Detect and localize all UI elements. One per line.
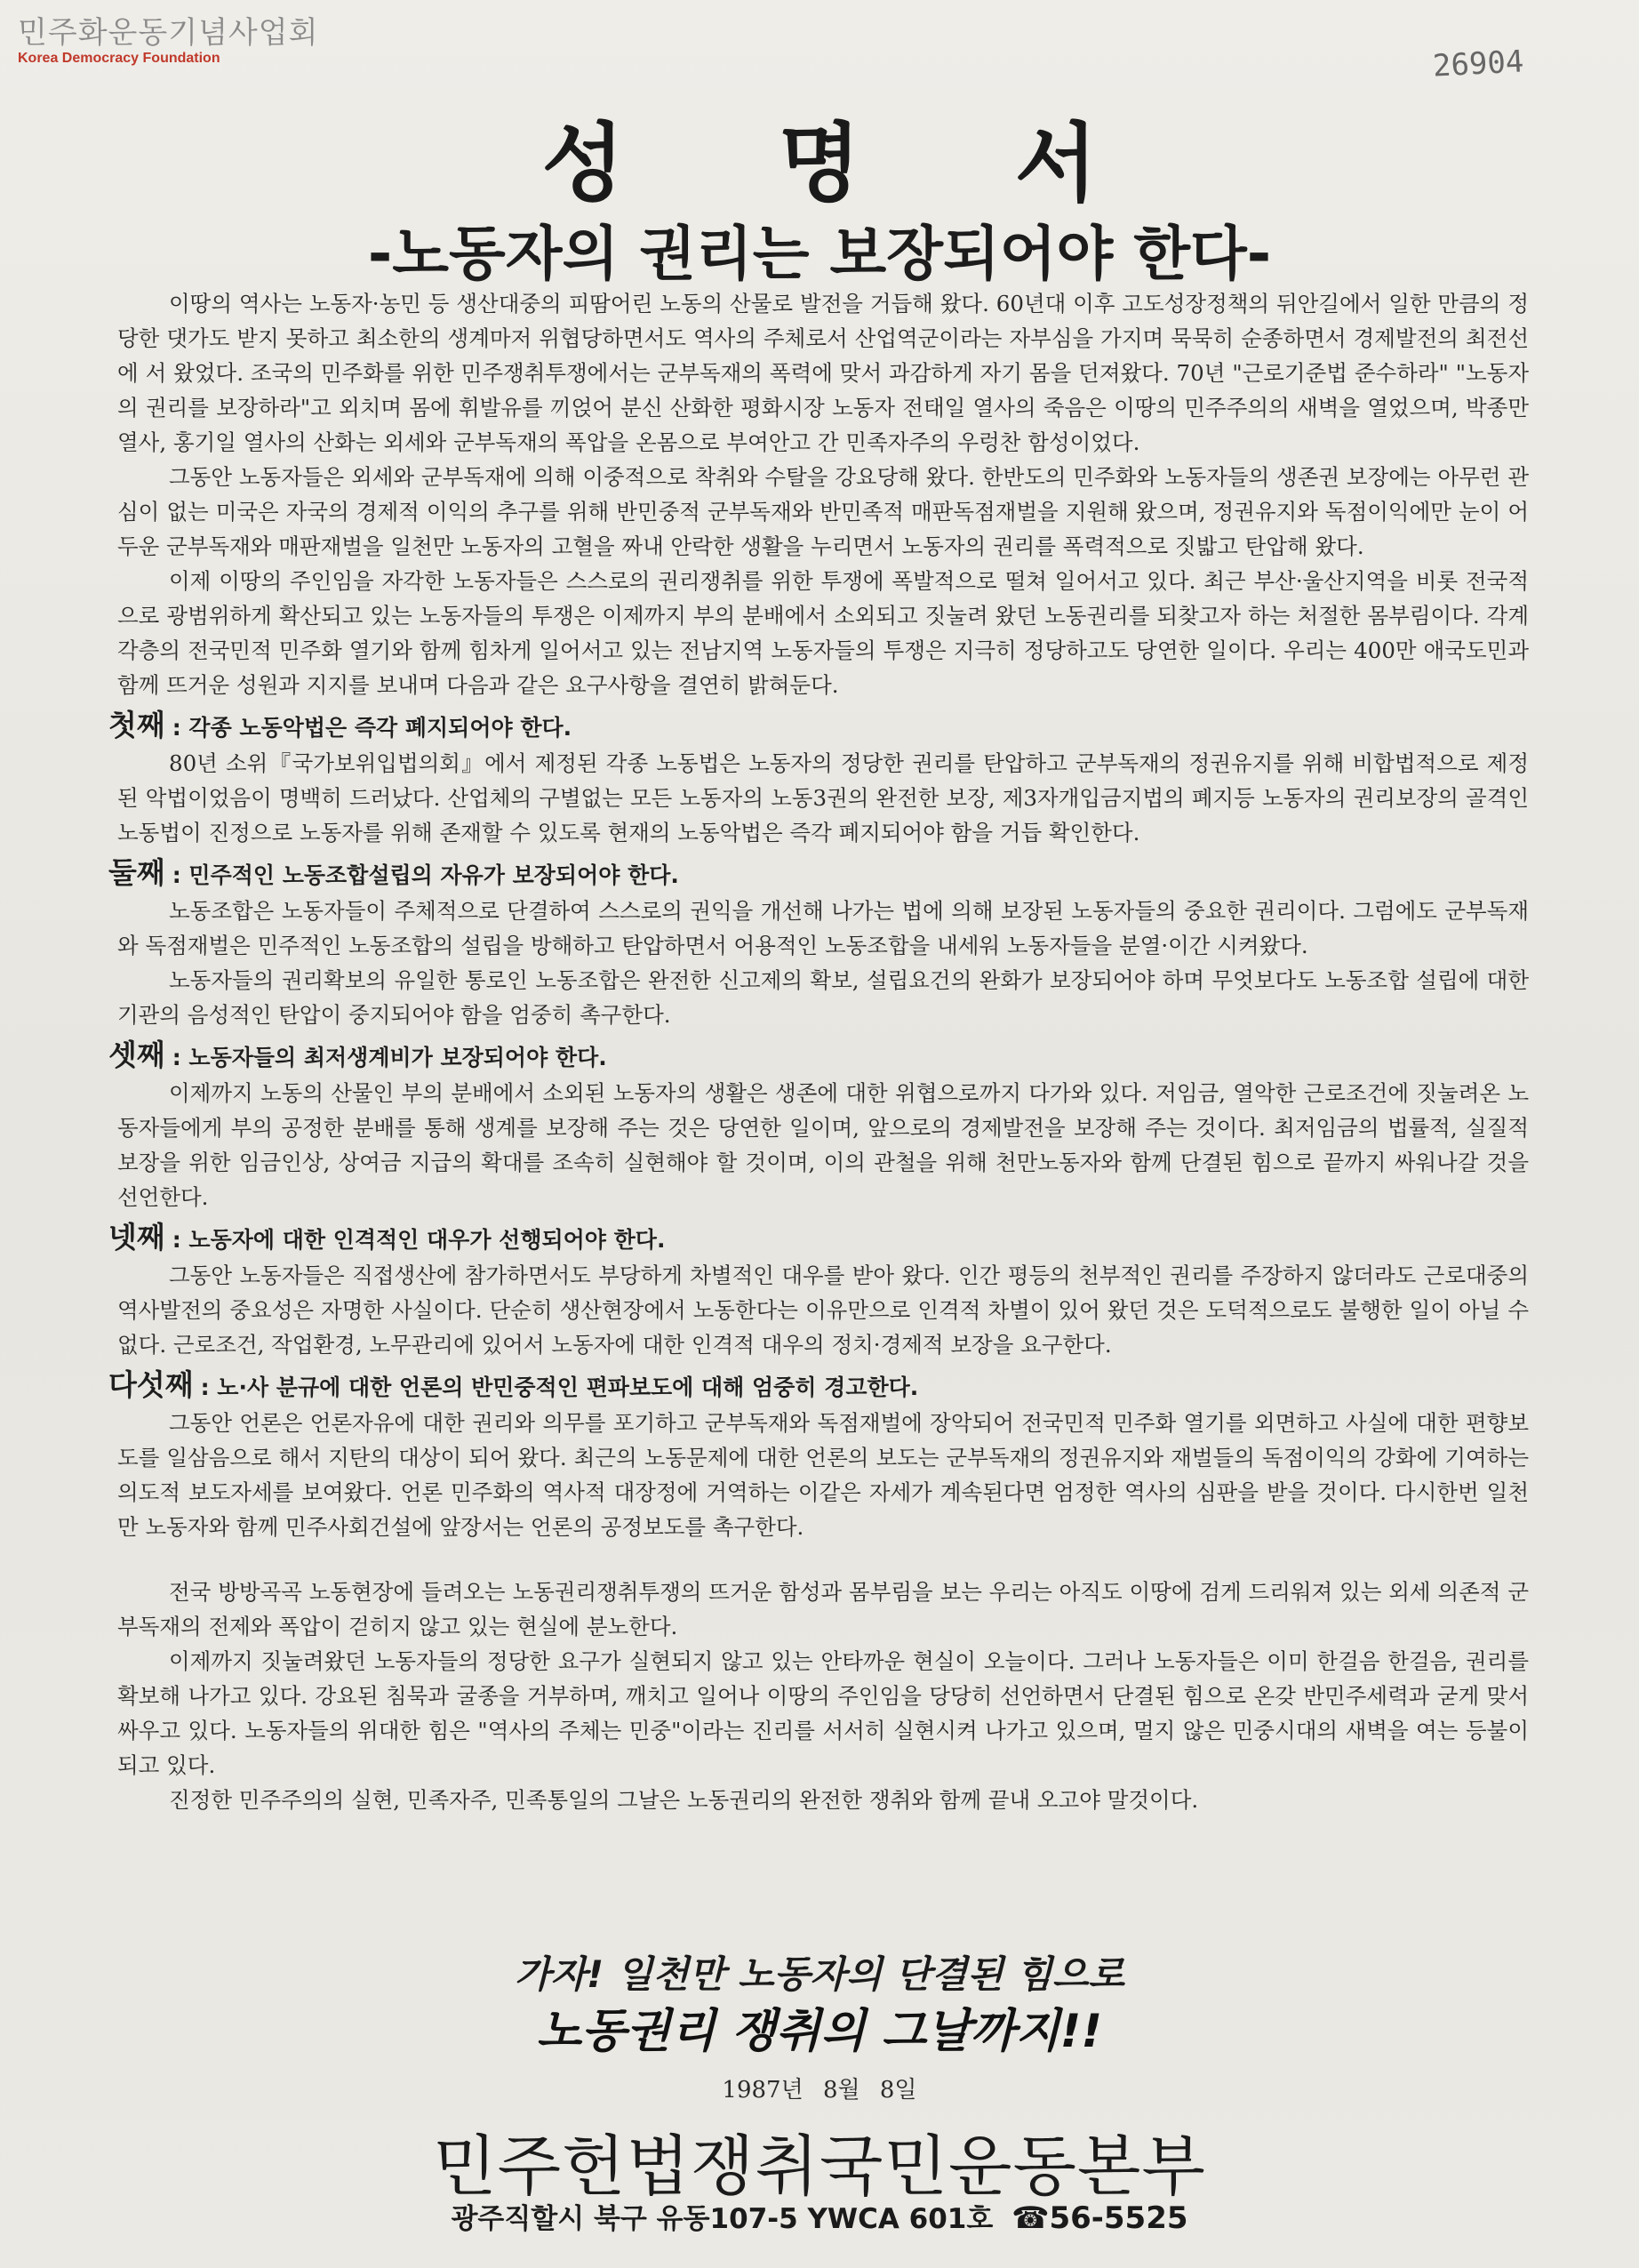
- watermark-korean: 민주화운동기념사업회: [18, 15, 319, 51]
- demand-text: 각종 노동악법은 즉각 폐지되어야 한다.: [188, 715, 572, 741]
- closing-paragraph: 진정한 민주주의의 실현, 민족자주, 민족통일의 그날은 노동권리의 완전한 쟁취와 함께 끝내 오고야 말것이다.: [169, 1787, 1199, 1813]
- closing-paragraph: 전국 방방곡곡 노동현장에 들려오는 노동권리쟁취투쟁의 뜨거운 함성과 몸부림을 보는 우리는 아직도 이땅에 검게 드리워져 있는 외세 의존적 군부독재의 전제와 폭압이 걷히지 않고 있는 현실에 분노한다.: [117, 1579, 1529, 1639]
- demand-paragraph: 이제까지 노동의 산물인 부의 분배에서 소외된 노동자의 생활은 생존에 대한 위협으로까지 다가와 있다. 저임금, 열악한 근로조건에 짓눌려온 노동자들에게 부의 공정한 분배를 통해 생계를 보장해 주는 것은 당연한 일이며, 앞으로의 경제발전을 보장해 주는 것이다. 최저임금의 법률적, 실질적 보장을 위한 임금인상, 상여금 지급의 확대를 조속히 실현해야 할 것이며, 이의 관철을 위해 천만노동자와 함께 단결된 힘으로 끝까지 싸워나갈 것을 선언한다.: [117, 1080, 1529, 1210]
- demand-heading: 둘째 : 민주적인 노동조합설립의 자유가 보장되어야 한다.: [108, 855, 679, 890]
- demand-paragraph: 노동조합은 노동자들이 주체적으로 단결하여 스스로의 권익을 개선해 나가는 법에 의해 보장된 노동자들의 중요한 권리이다. 그럼에도 군부독재와 독점재벌은 민주적인 노동조합의 설립을 방해하고 탄압하면서 어용적인 노동조합을 내세워 노동자들을 분열·이간 시켜왔다.: [117, 898, 1529, 958]
- document-title: 성 명 서: [541, 114, 1160, 213]
- demand-number: 넷째: [108, 1220, 165, 1254]
- demand-text: 노동자에 대한 인격적인 대우가 선행되어야 한다.: [188, 1227, 666, 1253]
- demand-number: 셋째: [108, 1038, 165, 1072]
- demand-heading: 첫째 : 각종 노동악법은 즉각 폐지되어야 한다.: [108, 708, 572, 742]
- organization-contact: [0, 2196, 1639, 2236]
- demand-paragraph: 그동안 노동자들은 직접생산에 참가하면서도 부당하게 차별적인 대우를 받아 왔다. 인간 평등의 천부적인 권리를 주장하지 않더라도 근로대중의 역사발전의 중요성은 자명한 사실이다. 단순히 생산현장에서 노동한다는 이유만으로 인격적 차별이 있어 왔던 것은 도덕적으로도 불행한 일이 아닐 수 없다. 근로조건, 작업환경, 노무관리에 있어서 노동자에 대한 인격적 대우의 정치·경제적 보장을 요구한다.: [117, 1262, 1529, 1358]
- demand-number: 다섯째: [108, 1367, 194, 1402]
- demand-number: 둘째: [108, 855, 165, 890]
- statement-date: 1987년 8월 8일: [722, 2077, 917, 2104]
- demand-heading: 셋째 : 노동자들의 최저생계비가 보장되어야 한다.: [108, 1038, 607, 1072]
- intro-paragraph: 이땅의 역사는 노동자·농민 등 생산대중의 피땀어린 노동의 산물로 발전을 거듭해 왔다. 60년대 이후 고도성장정책의 뒤안길에서 일한 만큼의 정당한 댓가도 받지 못하고 최소한의 생계마저 위협당하면서도 역사의 주체로서 산업역군이라는 자부심을 가지며 묵묵히 순종하면서 경제발전의 최전선에 서 왔었다. 조국의 민주화를 위한 민주쟁취투쟁에서는 군부독재의 폭력에 맞서 과감하게 자기 몸을 던져왔다. 70년 "근로기준법 준수하라" "노동자의 권리를 보장하라"고 외치며 몸에 휘발유를 끼얹어 분신 산화한 평화시장 노동자 전태일 열사의 죽음은 이땅의 민주주의의 새벽을 열었으며, 박종만 열사, 홍기일 열사의 산화는 외세와 군부독재의 폭압을 온몸으로 부여안고 간 민족자주의 우렁찬 함성이었다.: [117, 291, 1529, 455]
- document-subtitle: -노동자의 권리는 보장되어야 한다-: [367, 220, 1272, 288]
- statement-body: [108, 286, 1529, 1817]
- demand-text: 민주적인 노동조합설립의 자유가 보장되어야 한다.: [188, 862, 679, 888]
- organization-phone: ☎56-5525: [1011, 2200, 1188, 2236]
- foundation-watermark: [18, 16, 318, 68]
- closing-paragraph: 이제까지 짓눌려왔던 노동자들의 정당한 요구가 실현되지 않고 있는 안타까운 현실이 오늘이다. 그러나 노동자들은 이미 한걸음 한걸음, 권리를 확보해 나가고 있다. 강요된 침묵과 굴종을 거부하며, 깨치고 일어나 이땅의 주인임을 당당히 선언하면서 단결된 힘으로 온갖 반민주세력과 굳게 맞서 싸우고 있다. 노동자들의 위대한 힘은 "역사의 주체는 민중"이라는 진리를 서서히 실현시켜 나가고 있으며, 멀지 않은 민중시대의 새벽을 여는 등불이 되고 있다.: [117, 1648, 1529, 1778]
- demand-heading: 넷째 : 노동자에 대한 인격적인 대우가 선행되어야 한다.: [108, 1220, 666, 1254]
- demand-text: 노동자들의 최저생계비가 보장되어야 한다.: [188, 1045, 607, 1070]
- organization-address: 광주직할시 북구 유동107-5 YWCA 601호: [451, 2203, 994, 2235]
- demand-text: 노·사 분규에 대한 언론의 반민중적인 편파보도에 대해 엄중히 경고한다.: [217, 1374, 919, 1400]
- intro-paragraph: 그동안 노동자들은 외세와 군부독재에 의해 이중적으로 착취와 수탈을 강요당해 왔다. 한반도의 민주화와 노동자들의 생존권 보장에는 아무런 관심이 없는 미국은 자국의 경제적 이익의 추구를 위해 반민중적 군부독재와 반민족적 매판독점재벌을 지원해 왔으며, 정권유지와 독점이익에만 눈이 어두운 군부독재와 매판재벌을 일천만 노동자의 고혈을 짜내 안락한 생활을 누리면서 노동자의 권리를 폭력적으로 짓밟고 탄압해 왔다.: [117, 464, 1529, 559]
- demand-paragraph: 80년 소위『국가보위입법의회』에서 제정된 각종 노동법은 노동자의 정당한 권리를 탄압하고 군부독재의 정권유지를 위해 비합법적으로 제정된 악법이었음이 명백히 드러났다. 산업체의 구별없는 모든 노동자의 노동3권의 완전한 보장, 제3자개입금지법의 폐지등 노동자의 권리보장의 골격인 노동법이 진정으로 노동자를 위해 존재할 수 있도록 현재의 노동악법은 즉각 폐지되어야 함을 거듭 확인한다.: [117, 750, 1529, 845]
- demand-number: 첫째: [108, 708, 165, 742]
- demand-paragraph: 그동안 언론은 언론자유에 대한 권리와 의무를 포기하고 군부독재와 독점재벌에 장악되어 전국민적 민주화 열기를 외면하고 사실에 대한 편향보도를 일삼음으로 해서 지탄의 대상이 되어 왔다. 최근의 노동문제에 대한 언론의 보도는 군부독재의 정권유지와 재벌들의 독점이익의 강화에 기여하는 의도적 보도자세를 보여왔다. 언론 민주화의 역사적 대장정에 거역하는 이같은 자세가 계속된다면 엄정한 역사의 심판을 받을 것이다. 다시한번 일천만 노동자와 함께 민주사회건설에 앞장서는 언론의 공정보도를 촉구한다.: [117, 1410, 1529, 1540]
- slogan-line-1: 가자! 일천만 노동자의 단결된 힘으로: [514, 1952, 1125, 1996]
- demand-paragraph: 노동자들의 권리확보의 유일한 통로인 노동조합은 완전한 신고제의 확보, 설립요건의 완화가 보장되어야 하며 무엇보다도 노동조합 설립에 대한 기관의 음성적인 탄압이 중지되어야 함을 엄중히 촉구한다.: [117, 967, 1529, 1028]
- issuing-organization: 민주헌법쟁취국민운동본부: [433, 2128, 1206, 2205]
- intro-paragraph: 이제 이땅의 주인임을 자각한 노동자들은 스스로의 권리쟁취를 위한 투쟁에 폭발적으로 떨쳐 일어서고 있다. 최근 부산·울산지역을 비롯 전국적으로 광범위하게 확산되고 있는 노동자들의 투쟁은 이제까지 부의 분배에서 소외되고 짓눌려 왔던 노동권리를 되찾고자 하는 처절한 몸부림이다. 각계 각층의 전국민적 민주화 열기와 함께 힘차게 일어서고 있는 전남지역 노동자들의 투쟁은 지극히 정당하고도 당연한 일이다. 우리는 400만 애국도민과 함께 뜨거운 성원과 지지를 보내며 다음과 같은 요구사항을 결연히 밝혀둔다.: [117, 568, 1529, 698]
- demand-heading: 다섯째 : 노·사 분규에 대한 언론의 반민중적인 편파보도에 대해 엄중히 경고한다.: [108, 1367, 919, 1402]
- slogan-line-2: 노동권리 쟁취의 그날까지!!: [536, 2005, 1103, 2058]
- watermark-english: Korea Democracy Foundation: [18, 51, 220, 66]
- archive-number: 26904: [1432, 44, 1525, 84]
